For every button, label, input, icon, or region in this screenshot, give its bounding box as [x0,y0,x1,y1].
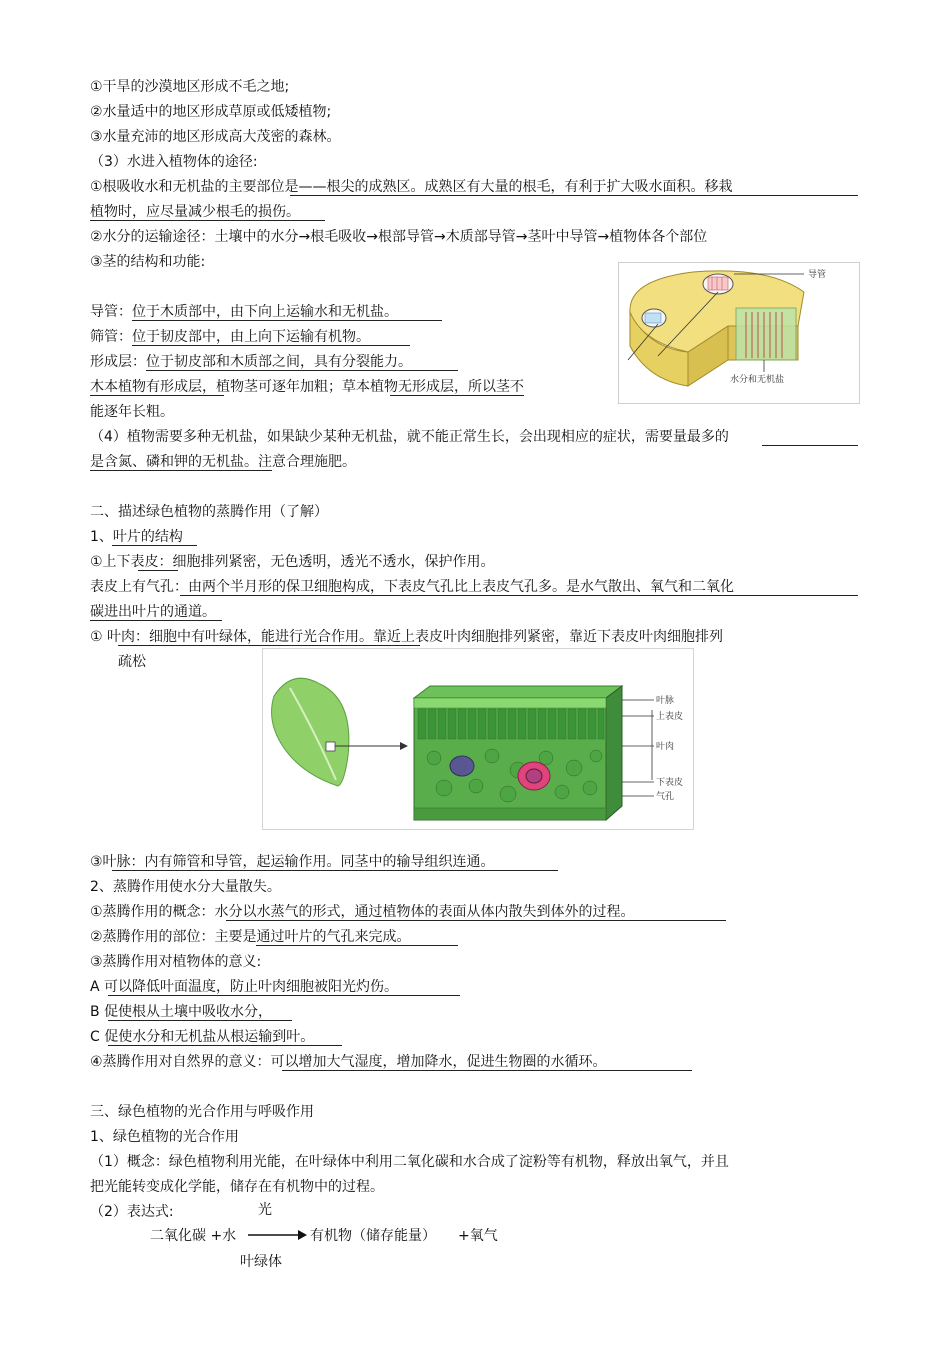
underline [90,620,222,621]
text-line: 碳进出叶片的通道。 [90,604,216,620]
underline [108,1020,292,1021]
underline [90,395,224,396]
text-line: 木本植物有形成层，植物茎可逐年加粗；草本植物无形成层，所以茎不 [90,379,524,395]
underline [282,1070,692,1071]
text-line: 把光能转变成化学能，储存在有机物中的过程。 [90,1179,384,1195]
formula-oxygen: +氧气 [458,1228,498,1244]
leaf-label-lower-epidermis: 下表皮 [656,778,684,788]
text-line: ③茎的结构和功能: [90,254,206,270]
text-line: （2）表达式: [90,1204,174,1220]
underline [180,595,858,596]
underline [90,470,272,471]
underline [132,320,442,321]
text-line: ②水分的运输途径：土壤中的水分→根毛吸收→根部导管→木质部导管→茎叶中导管→植物体各个部位 [90,229,708,245]
text-line: ①上下表皮：细胞排列紧密，无色透明，透光不透水，保护作用。 [90,554,495,570]
underline [256,945,458,946]
text-line: （1）概念：绿色植物利用光能，在叶绿体中利用二氧化碳和水合成了淀粉等有机物，释放出氧气，并且 [90,1154,729,1170]
leaf-label-vein: 叶脉 [656,696,675,706]
text-line: 筛管：位于韧皮部中，由上向下运输有机物。 [90,329,370,345]
text-line: （3）水进入植物体的途径: [90,154,258,170]
underline [132,345,410,346]
underline [112,870,558,871]
underline [390,395,524,396]
text-line: 1、叶片的结构 [90,529,183,545]
text-line: 导管：位于木质部中，由下向上运输水和无机盐。 [90,304,398,320]
stem-structure-figure [618,262,860,404]
text-line: 1、绿色植物的光合作用 [90,1129,239,1145]
text-line: ②蒸腾作用的部位：主要是通过叶片的气孔来完成。 [90,929,411,945]
text-line: （4）植物需要多种无机盐，如果缺少某种无机盐，就不能正常生长，会出现相应的症状，需要量最多的 [90,429,729,445]
underline [118,645,420,646]
text-line: 2、蒸腾作用使水分大量散失。 [90,879,281,895]
formula-reactants: 二氧化碳 +水 [150,1228,237,1244]
underline [146,370,458,371]
underline [226,920,726,921]
underline [138,570,178,571]
formula-light: 光 [258,1202,272,1218]
section-heading: 二、描述绿色植物的蒸腾作用（了解） [90,504,328,520]
text-line: 植物时，应尽量减少根毛的损伤。 [90,204,300,220]
formula-catalyst: 叶绿体 [240,1254,282,1270]
underline [290,195,858,196]
text-line: B 促使根从土壤中吸收水分， [90,1004,273,1020]
underline [108,1045,342,1046]
text-line: ③叶脉：内有筛管和导管，起运输作用。同茎中的输导组织连通。 [90,854,495,870]
text-line: ④蒸腾作用对自然界的意义：可以增加大气湿度，增加降水，促进生物圈的水循环。 [90,1054,607,1070]
text-line: ③水量充沛的地区形成高大茂密的森林。 [90,129,341,145]
text-line: 能逐年长粗。 [90,404,174,420]
underline [90,220,325,221]
text-line: ①干旱的沙漠地区形成不毛之地; [90,79,290,95]
underline [762,445,858,446]
underline [108,995,460,996]
text-line: 是含氮、磷和钾的无机盐。注意合理施肥。 [90,454,356,470]
leaf-structure-figure [262,648,694,830]
leaf-label-mesophyll: 叶肉 [656,742,675,752]
text-line: 形成层：位于韧皮部和木质部之间，具有分裂能力。 [90,354,412,370]
text-line: 表皮上有气孔：由两个半月形的保卫细胞构成，下表皮气孔比上表皮气孔多。是水气散出、氧气和二氧化 [90,579,734,595]
section-heading: 三、绿色植物的光合作用与呼吸作用 [90,1104,314,1120]
stem-label-water: 水分和无机盐 [730,375,785,385]
formula-arrow [246,1228,308,1242]
text-line: ②水量适中的地区形成草原或低矮植物; [90,104,332,120]
text-line: ③蒸腾作用对植物体的意义: [90,954,262,970]
formula-product: 有机物（储存能量） [310,1228,436,1244]
text-line: ①蒸腾作用的概念：水分以水蒸气的形式，通过植物体的表面从体内散失到体外的过程。 [90,904,635,920]
stem-label-vessel: 导管 [808,270,827,280]
leaf-label-upper-epidermis: 上表皮 [656,712,684,722]
text-line: ①根吸收水和无机盐的主要部位是——根尖的成熟区。成熟区有大量的根毛，有利于扩大吸水面积。移栽 [90,179,733,195]
leaf-label-stoma: 气孔 [656,792,675,802]
text-line: 疏松 [118,654,146,670]
text-line: A 可以降低叶面温度，防止叶肉细胞被阳光灼伤。 [90,979,399,995]
underline [112,545,197,546]
text-line: C 促使水分和无机盐从根运输到叶。 [90,1029,315,1045]
text-line: ① 叶肉：细胞中有叶绿体，能进行光合作用。靠近上表皮叶肉细胞排列紧密，靠近下表皮叶肉细胞排列 [90,629,723,645]
